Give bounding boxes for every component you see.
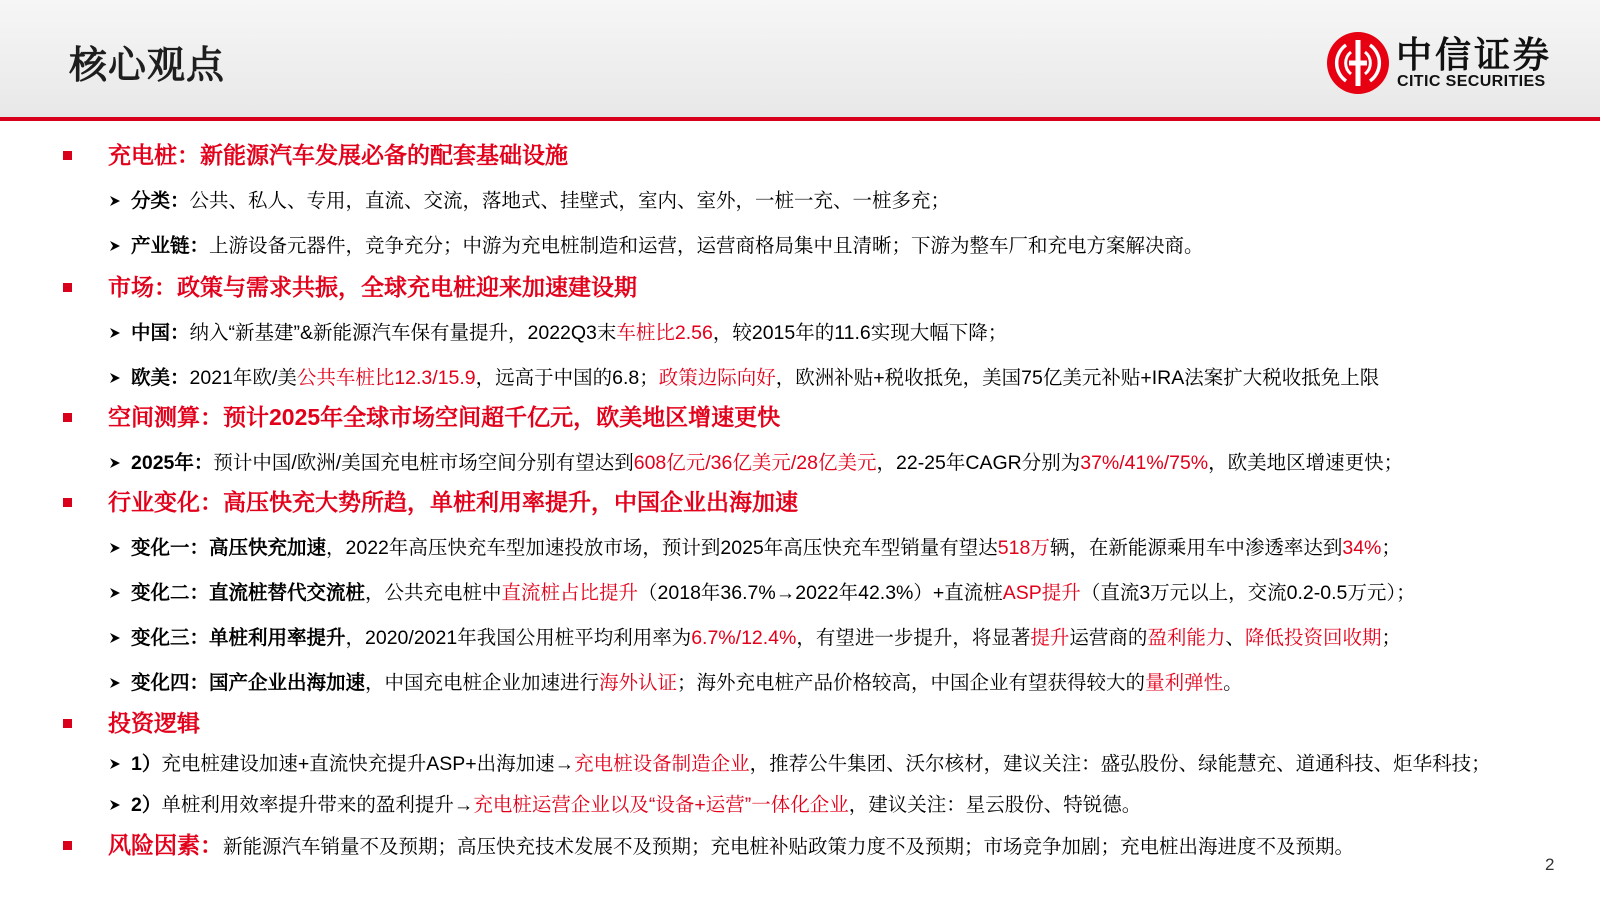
item-text: 。 <box>1223 672 1243 694</box>
risk-heading: 风险因素： <box>108 832 223 858</box>
item-text-line <box>131 533 1401 563</box>
item-text: ，公共充电桩中 <box>365 582 502 604</box>
arrowhead-bullet-icon <box>110 543 120 553</box>
arrowhead-bullet-icon <box>110 328 120 338</box>
item-text: ，远高于中国的6.8； <box>475 367 659 389</box>
arrowhead-bullet-icon <box>110 678 120 688</box>
item-classification <box>0 186 1600 216</box>
item-text: ，欧洲补贴+税收抵免，美国75亿美元补贴+IRA法案扩大税收抵免上限 <box>775 367 1380 389</box>
square-bullet-icon <box>63 151 72 160</box>
square-bullet-icon <box>63 719 72 728</box>
item-text-line <box>131 668 1243 698</box>
item-highlight: 37%/41%/75% <box>1080 452 1209 474</box>
section-risk-factors <box>0 830 1600 860</box>
item-text: 充电桩建设加速+直流快充提升ASP+出海加速→ <box>161 753 575 775</box>
item-text: 、 <box>1225 627 1245 649</box>
item-industry-chain <box>0 231 1600 261</box>
item-label: 2025年： <box>131 452 214 474</box>
section-heading-charging-pile <box>0 140 1600 170</box>
arrowhead-bullet-icon <box>110 373 120 383</box>
item-china <box>0 318 1600 348</box>
square-bullet-icon <box>63 413 72 422</box>
section-heading-investment-logic <box>0 708 1600 738</box>
item-text: ，中国充电桩企业加速进行 <box>365 672 600 694</box>
item-text: ，2020/2021年我国公用桩平均利用率为 <box>345 627 692 649</box>
section-heading-text: 投资逻辑 <box>108 710 200 736</box>
item-change-4 <box>0 668 1600 698</box>
arrowhead-bullet-icon <box>110 458 120 468</box>
item-text: 单桩利用效率提升带来的盈利提升→ <box>161 794 474 816</box>
square-bullet-icon <box>63 841 72 850</box>
item-text: 预计中国/欧洲/美国充电桩市场空间分别有望达到 <box>213 452 634 474</box>
item-europe-us <box>0 363 1600 393</box>
slide-header <box>0 0 1600 121</box>
item-label: 中国： <box>131 322 190 344</box>
item-highlight: 量利弹性 <box>1145 672 1224 694</box>
section-heading-text: 市场：政策与需求共振，全球充电桩迎来加速建设期 <box>108 274 637 300</box>
item-label: 变化四：国产企业出海加速 <box>131 672 366 694</box>
item-highlight: 海外认证 <box>599 672 678 694</box>
item-highlight: 充电桩设备制造企业 <box>574 753 750 775</box>
item-label: 2） <box>131 794 162 816</box>
item-highlight: 提升 <box>1030 627 1070 649</box>
item-text: ，较2015年的11.6实现大幅下降； <box>712 322 1008 344</box>
item-label: 1） <box>131 753 162 775</box>
item-text: 上游设备元器件，竞争充分；中游为充电桩制造和运营，运营商格局集中且清晰；下游为整车厂和充电方案解决商。 <box>209 235 1204 257</box>
item-text: ，2022年高压快充车型加速投放市场，预计到2025年高压快充车型销量有望达 <box>326 537 998 559</box>
arrowhead-bullet-icon <box>110 196 120 206</box>
item-text-line <box>131 186 950 216</box>
item-label: 变化二：直流桩替代交流桩 <box>131 582 366 604</box>
item-highlight: 直流桩占比提升 <box>501 582 639 604</box>
item-2025 <box>0 448 1600 478</box>
arrowhead-bullet-icon <box>110 759 120 769</box>
section-heading-text: 空间测算：预计2025年全球市场空间超千亿元，欧美地区增速更快 <box>108 404 781 430</box>
page-title: 核心观点 <box>69 45 226 87</box>
item-label: 变化一：高压快充加速 <box>131 537 327 559</box>
item-text: （2018年36.7%→2022年42.3%）+直流桩 <box>638 582 1003 604</box>
citic-logo-icon <box>1326 31 1390 95</box>
item-text: ，有望进一步提升，将显著 <box>796 627 1031 649</box>
item-logic-1 <box>0 749 1600 779</box>
item-text: ； <box>1381 627 1401 649</box>
section-heading-text: 充电桩：新能源汽车发展必备的配套基础设施 <box>108 142 568 168</box>
square-bullet-icon <box>63 283 72 292</box>
item-text-line <box>131 578 1416 608</box>
item-text: ；海外充电桩产品价格较高，中国企业有望获得较大的 <box>677 672 1146 694</box>
arrowhead-bullet-icon <box>110 588 120 598</box>
item-text: ，欧美地区增速更快； <box>1208 452 1404 474</box>
item-highlight: 车桩比2.56 <box>616 322 713 344</box>
item-change-1 <box>0 533 1600 563</box>
item-highlight: 6.7%/12.4% <box>691 627 797 649</box>
brand-name-english: CITIC SECURITIES <box>1397 73 1546 90</box>
item-highlight: ASP提升 <box>1002 582 1081 604</box>
item-text: （直流3万元以上，交流0.2-0.5万元）； <box>1080 582 1416 604</box>
item-text-line <box>131 448 1403 478</box>
item-text-line <box>131 623 1401 653</box>
arrowhead-bullet-icon <box>110 241 120 251</box>
item-highlight: 充电桩运营企业以及“设备+运营”一体化企业 <box>473 794 849 816</box>
item-change-3 <box>0 623 1600 653</box>
item-highlight: 降低投资回收期 <box>1244 627 1382 649</box>
item-change-2 <box>0 578 1600 608</box>
item-text-line <box>131 749 1491 779</box>
brand-name-chinese: 中信证券 <box>1396 34 1553 75</box>
item-label: 欧美： <box>131 367 190 389</box>
item-text-line <box>131 790 1141 820</box>
item-text: ，建议关注：星云股份、特锐德。 <box>848 794 1142 816</box>
item-text: ，推荐公牛集团、沃尔核材，建议关注：盛弘股份、绿能慧充、道通科技、炬华科技； <box>749 753 1491 775</box>
risk-text: 新能源汽车销量不及预期；高压快充技术发展不及预期；充电桩补贴政策力度不及预期；市场竞争加剧；充电桩出海进度不及预期。 <box>223 836 1355 858</box>
item-label: 产业链： <box>131 235 210 257</box>
risk-line <box>108 830 1354 864</box>
square-bullet-icon <box>63 498 72 507</box>
item-highlight: 政策边际向好 <box>658 367 776 389</box>
item-highlight: 盈利能力 <box>1147 627 1226 649</box>
section-heading-market <box>0 272 1600 302</box>
item-text: 辆，在新能源乘用车中渗透率达到 <box>1049 537 1343 559</box>
item-text-line <box>131 318 1007 348</box>
item-text: ，22-25年CAGR分别为 <box>876 452 1081 474</box>
item-text-line <box>131 231 1204 261</box>
item-highlight: 34% <box>1342 537 1382 559</box>
section-heading-space-estimate <box>0 402 1600 432</box>
item-label: 分类： <box>131 190 190 212</box>
section-heading-text: 行业变化：高压快充大势所趋，单桩利用率提升，中国企业出海加速 <box>108 489 798 515</box>
arrowhead-bullet-icon <box>110 633 120 643</box>
item-text-line <box>131 363 1379 393</box>
page-number: 2 <box>1545 855 1555 874</box>
item-text: ； <box>1381 537 1401 559</box>
item-text: 2021年欧/美 <box>189 367 297 389</box>
item-text: 公共、私人、专用，直流、交流，落地式、挂壁式，室内、室外，一桩一充、一桩多充； <box>189 190 951 212</box>
item-highlight: 518万 <box>997 537 1050 559</box>
item-text: 纳入“新基建”&新能源汽车保有量提升，2022Q3末 <box>189 322 617 344</box>
arrowhead-bullet-icon <box>110 800 120 810</box>
item-text: 运营商的 <box>1069 627 1148 649</box>
item-highlight: 公共车桩比12.3/15.9 <box>296 367 476 389</box>
item-label: 变化三：单桩利用率提升 <box>131 627 346 649</box>
item-logic-2 <box>0 790 1600 820</box>
item-highlight: 608亿元/36亿美元/28亿美元 <box>633 452 877 474</box>
section-heading-industry-change <box>0 487 1600 517</box>
